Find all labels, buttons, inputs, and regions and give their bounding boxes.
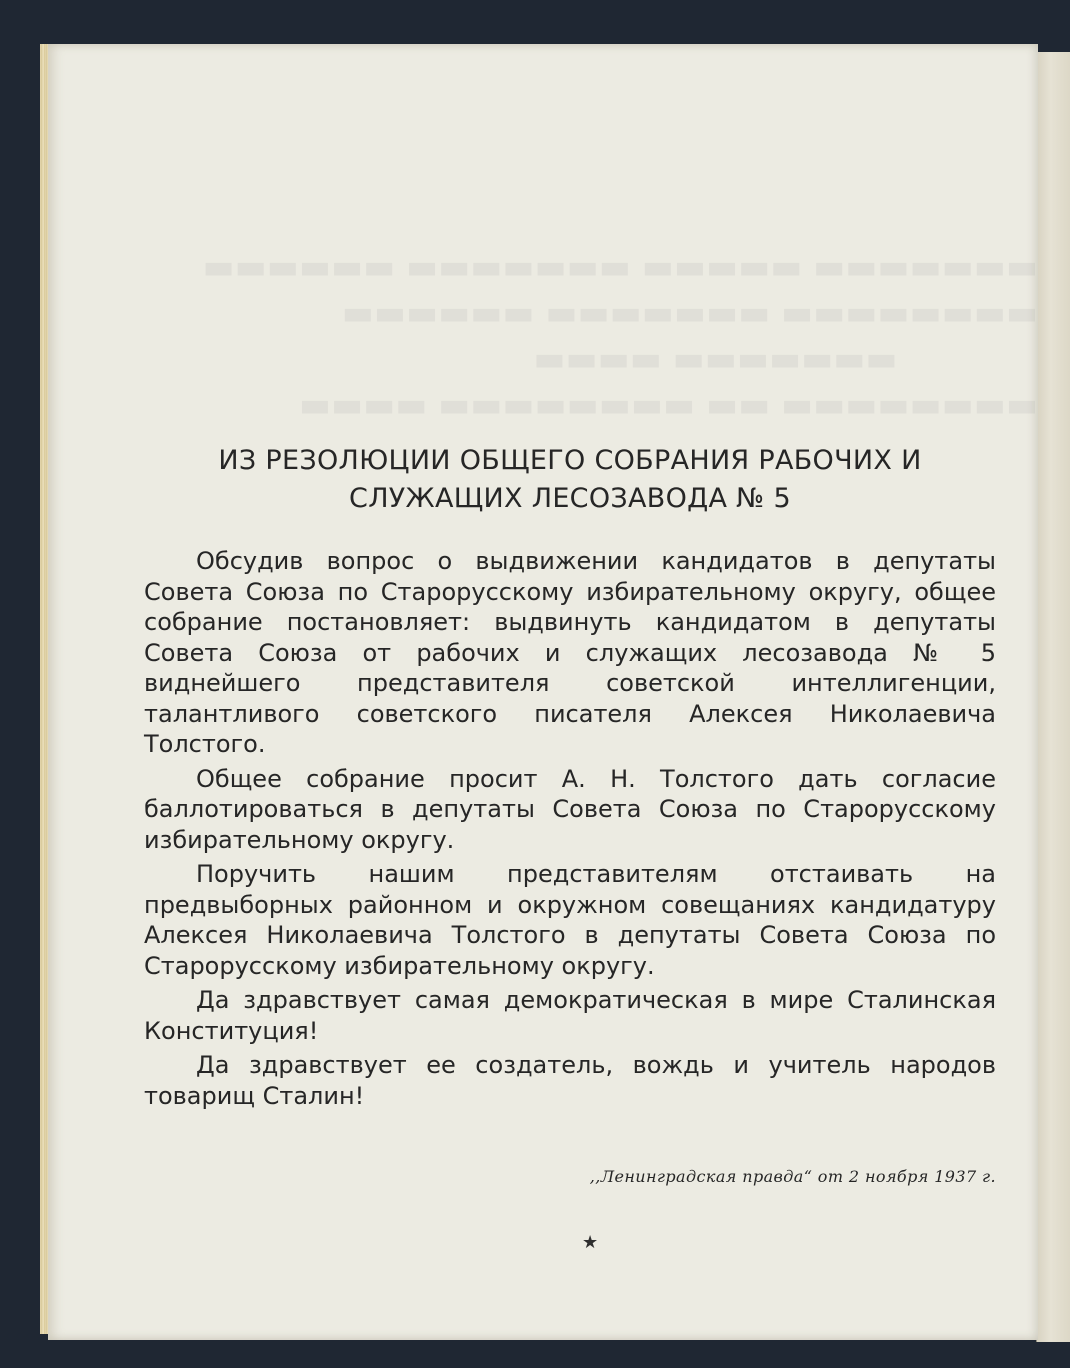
source-citation: ,,Ленинградская правда“ от 2 ноября 1937 г. bbox=[589, 1167, 996, 1186]
title-line-2: СЛУЖАЩИХ ЛЕСОЗАВОДА № 5 bbox=[349, 483, 791, 514]
bleed-through-text: ▬▬▬▬▬▬▬ ▬▬▬▬▬ ▬▬▬▬▬▬▬ ▬▬▬▬▬▬ ▬▬▬▬▬▬▬▬ ▬▬▬▬▬▬▬ ▬▬▬▬▬▬ ▬▬▬▬▬▬▬ ▬▬▬▬ ▬▬▬▬▬▬▬▬ ▬▬ ▬▬▬▬▬▬▬▬ ▬▬▬▬ bbox=[202, 247, 1038, 425]
book-page bbox=[48, 44, 1038, 1340]
facing-page-edge bbox=[1036, 52, 1070, 1342]
paragraph-3: Поручить нашим представителям отстаивать на предвыборных районном и окружном совещаниях кандидатуру Алексея Николаевича Толстого в депутаты Совета Союза по Старорусскому избирательному округу. bbox=[144, 860, 996, 980]
paragraph-5: Да здравствует ее создатель, вождь и учитель народов товарищ Сталин! bbox=[144, 1051, 996, 1110]
document-title bbox=[144, 442, 996, 518]
paragraph-2: Общее собрание просит А. Н. Толстого дать согласие баллотироваться в депутаты Совета Союза по Старорусскому избирательному округу. bbox=[144, 764, 996, 854]
title-line-1: ИЗ РЕЗОЛЮЦИИ ОБЩЕГО СОБРАНИЯ РАБОЧИХ И bbox=[218, 445, 922, 476]
paragraph-1: Обсудив вопрос о выдвижении кандидатов в депутаты Совета Союза по Старорусскому избирательному округу, общее собрание постановляет: выдвинуть кандидатом в депутаты Совета Союза от рабочих и служащих лесозавода № 5 виднейшего представителя советской интеллигенции, талантливого советского писателя Алексея Николаевича Толстого. bbox=[144, 547, 996, 758]
resolution-document bbox=[144, 394, 996, 1253]
star-ornament: ★ bbox=[582, 1232, 599, 1253]
paragraph-4: Да здравствует самая демократическая в мире Сталинская Конституция! bbox=[144, 986, 996, 1045]
